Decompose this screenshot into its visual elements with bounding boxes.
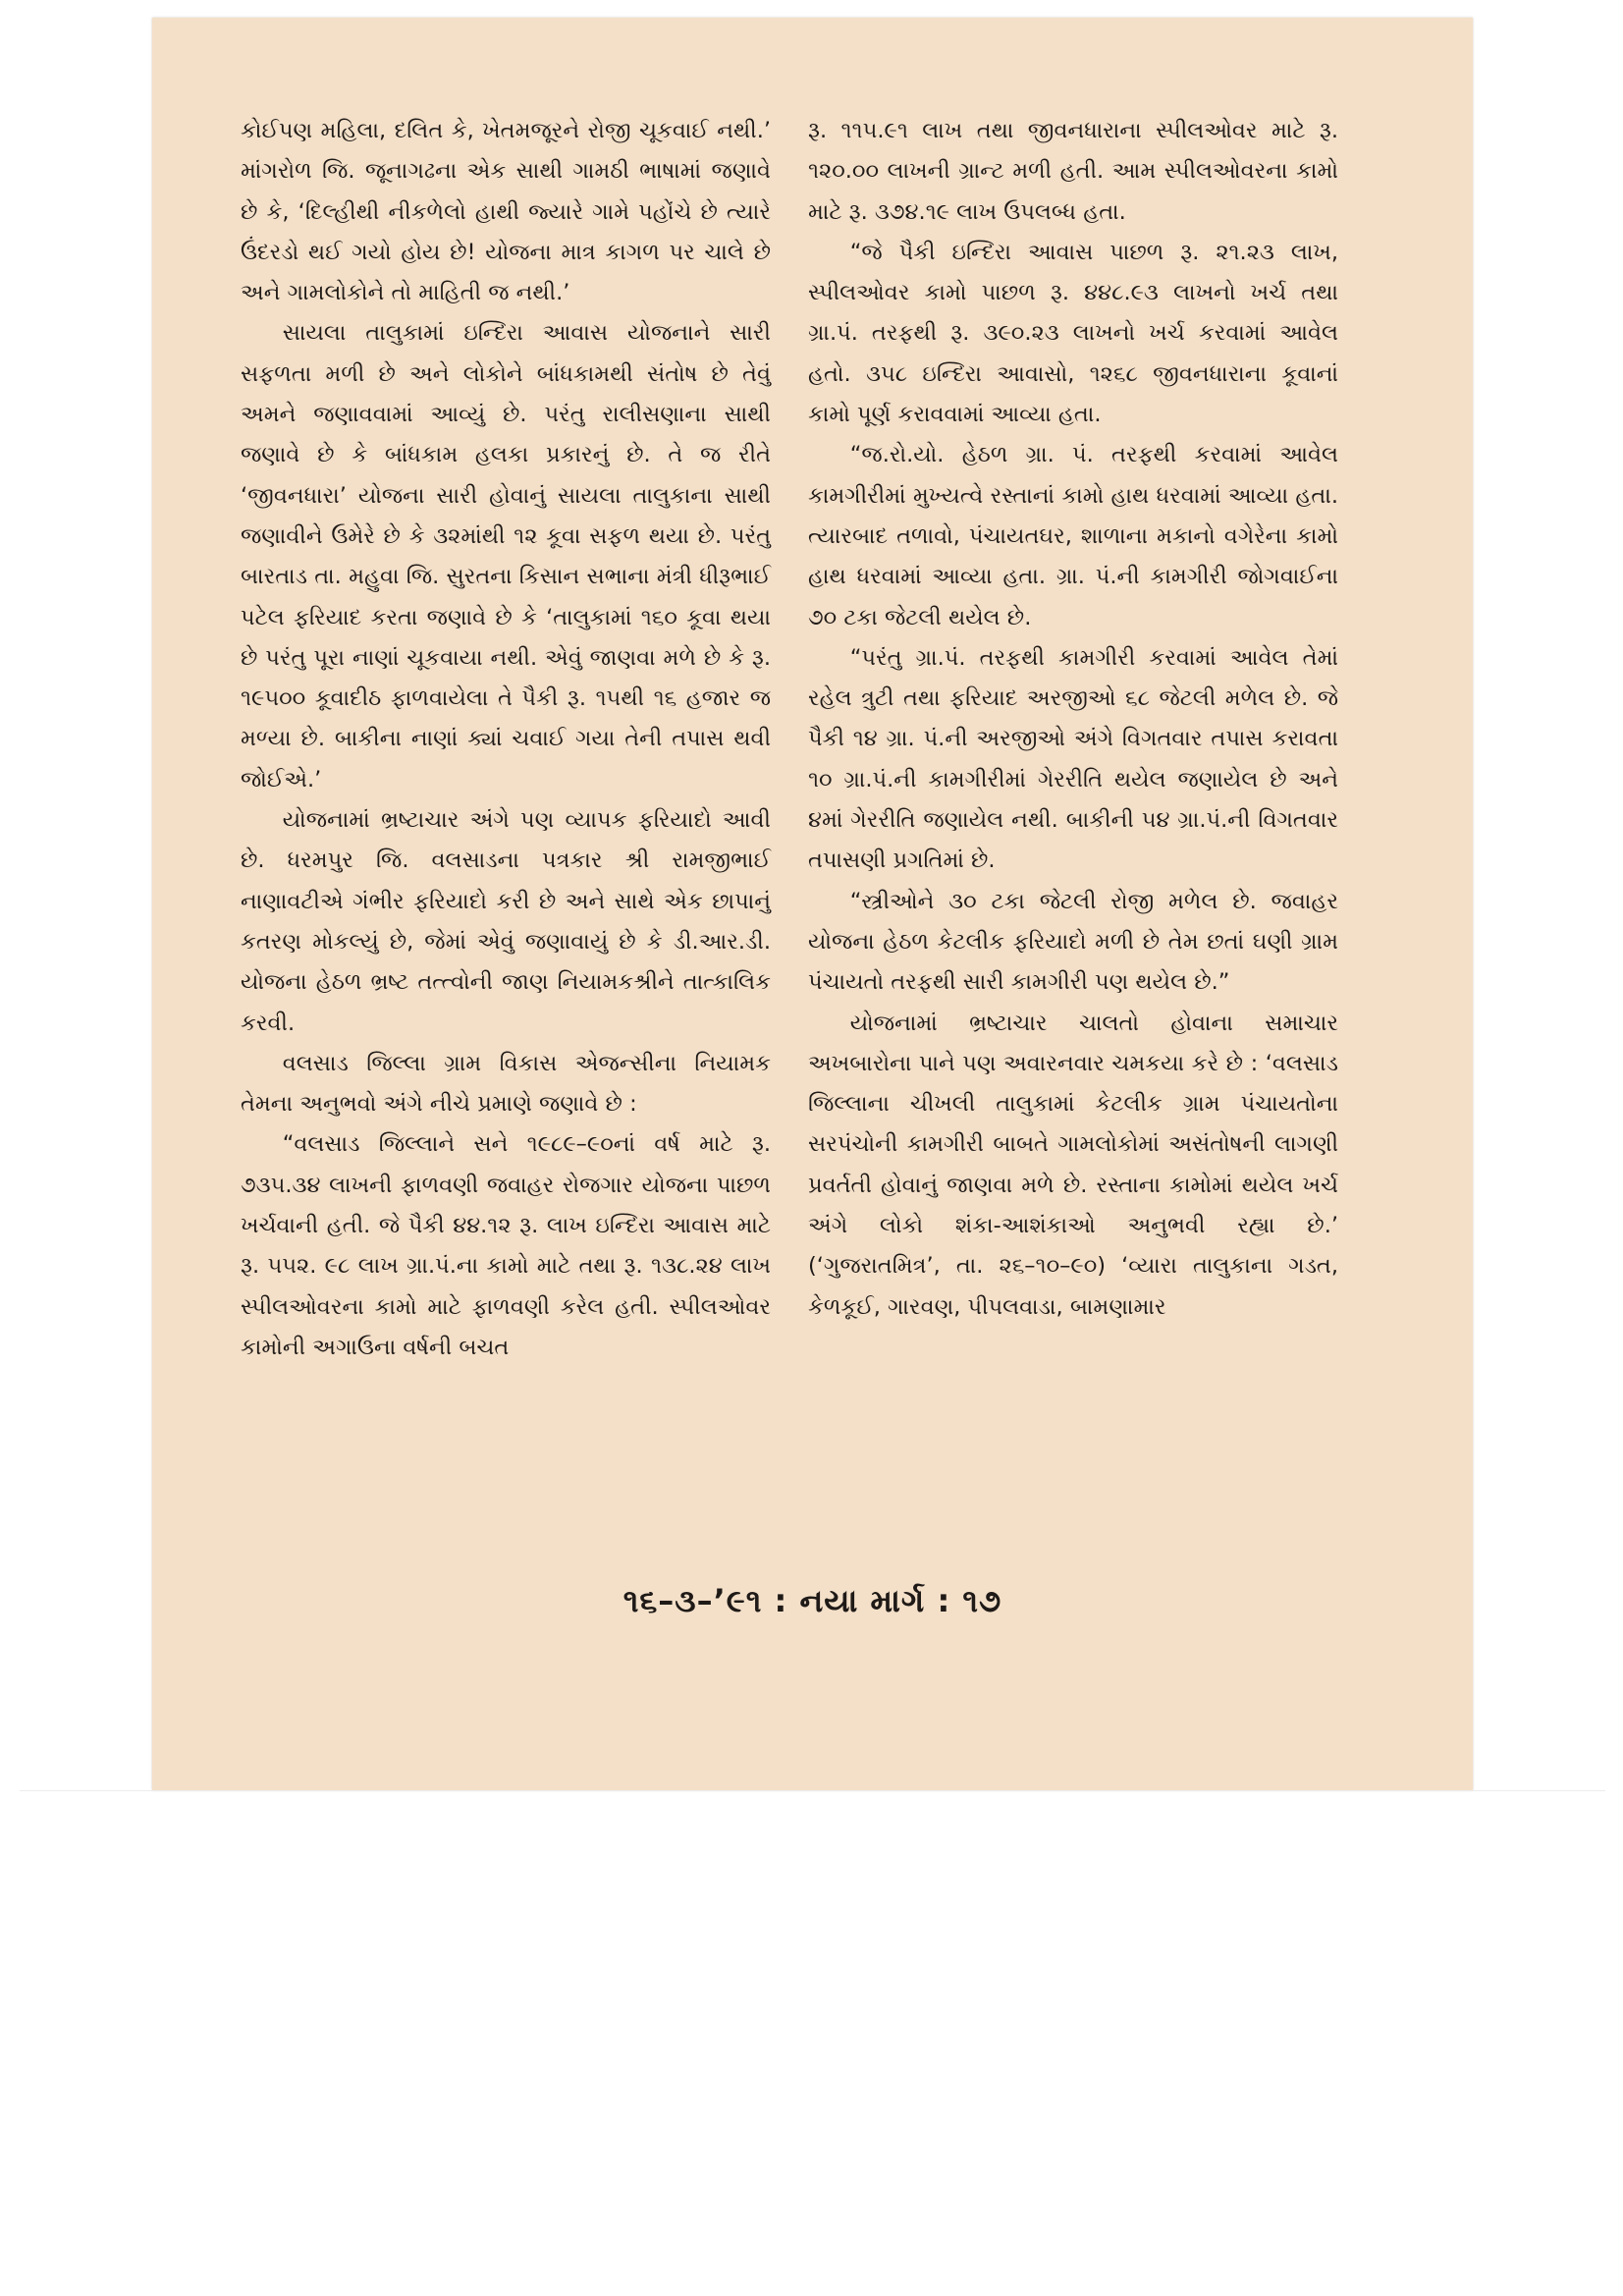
- left-paragraph-4: વલસાડ જિલ્લા ગ્રામ વિકાસ એજન્સીના નિયામક તેમના અનુભવો અંગે નીચે પ્રમાણે જણાવે છે :: [241, 1050, 771, 1118]
- right-paragraph-3: “જ.રો.યો. હેઠળ ગ્રા. પં. તરફથી કરવામાં આવેલ કામગીરીમાં મુખ્યત્વે રસ્તાનાં કામો હાથ ધરવામાં આવ્યા હતા. ત્યારબાદ તળાવો, પંચાયતઘર, શાળાના મકાનો વગેરેના કામો હાથ ધરવામાં આવ્યા હતા. ગ્રા. પં.ની કામગીરી જોગવાઈના ૭૦ ટકા જેટલી થયેલ છે.: [808, 442, 1338, 630]
- magazine-page: [152, 18, 1473, 1790]
- left-paragraph-2: સાયલા તાલુકામાં ઇન્દિરા આવાસ યોજનાને સારી સફળતા મળી છે અને લોકોને બાંધકામથી સંતોષ છે તેવું અમને જણાવવામાં આવ્યું છે. પરંતુ રાલીસણાના સાથી જણાવે છે કે બાંધકામ હલકા પ્રકારનું છે. તે જ રીતે ‘જીવનધારા’ યોજના સારી હોવાનું સાયલા તાલુકાના સાથી જણાવીને ઉમેરે છે કે ૩૨માંથી ૧૨ કૂવા સફળ થયા છે. પરંતુ બારતાડ તા. મહુવા જિ. સુરતના કિસાન સભાના મંત્રી ધીરૂભાઈ પટેલ ફરિયાદ કરતા જણાવે છે કે ‘તાલુકામાં ૧૬૦ કૂવા થયા છે પરંતુ પૂરા નાણાં ચૂકવાયા નથી. એવું જાણવા મળે છે કે રૂ. ૧૯૫૦૦ કૂવાદીઠ ફાળવાયેલા તે પૈકી રૂ. ૧૫થી ૧૬ હજાર જ મળ્યા છે. બાકીના નાણાં ક્યાં ચવાઈ ગયા તેની તપાસ થવી જોઈએ.’: [241, 320, 771, 793]
- scan-edge-divider: [20, 1790, 1605, 1791]
- left-text-column: [241, 111, 771, 1368]
- right-paragraph-2: “જે પૈકી ઇન્દિરા આવાસ પાછળ રૂ. ૨૧.૨૩ લાખ, સ્પીલઓવર કામો પાછળ રૂ. ૪૪૮.૯૩ લાખનો ખર્ચ તથા ગ્રા.પં. તરફથી રૂ. ૩૯૦.૨૩ લાખનો ખર્ચ કરવામાં આવેલ હતો. ૩૫૮ ઇન્દિરા આવાસો, ૧૨૬૮ જીવનધારાના કૂવાનાં કામો પૂર્ણ કરાવવામાં આવ્યા હતા.: [808, 239, 1338, 428]
- left-paragraph-5: “વલસાડ જિલ્લાને સને ૧૯૮૯–૯૦નાં વર્ષ માટે રૂ. ૭૩૫.૩૪ લાખની ફાળવણી જવાહર રોજગાર યોજના પાછળ ખર્ચવાની હતી. જે પૈકી ૪૪.૧૨ રૂ. લાખ ઇન્દિરા આવાસ માટે રૂ. ૫૫૨. ૯૮ લાખ ગ્રા.પં.ના કામો માટે તથા રૂ. ૧૩૮.૨૪ લાખ સ્પીલઓવરના કામો માટે ફાળવણી કરેલ હતી. સ્પીલઓવર કામોની અગાઉના વર્ષની બચત: [241, 1131, 771, 1360]
- footer-separator: :: [937, 1582, 951, 1619]
- footer-page-number: ૧૭: [962, 1582, 1002, 1619]
- footer-date: ૧૬–૩–’૯૧: [622, 1582, 763, 1619]
- footer-separator: :: [774, 1582, 788, 1619]
- left-paragraph-1: કોઈપણ મહિલા, દલિત કે, ખેતમજૂરને રોજી ચૂકવાઈ નથી.’ માંગરોળ જિ. જૂનાગઢના એક સાથી ગામઠી ભાષામાં જણાવે છે કે, ‘દિલ્હીથી નીકળેલો હાથી જ્યારે ગામે પહોંચે છે ત્યારે ઉંદરડો થઈ ગયો હોય છે! યોજના માત્ર કાગળ પર ચાલે છે અને ગામલોકોને તો માહિતી જ નથી.’: [241, 118, 771, 306]
- left-paragraph-3: યોજનામાં ભ્રષ્ટાચાર અંગે પણ વ્યાપક ફરિયાદો આવી છે. ધરમપુર જિ. વલસાડના પત્રકાર શ્રી રામજીભાઈ નાણાવટીએ ગંભીર ફરિયાદો કરી છે અને સાથે એક છાપાનું કતરણ મોકલ્યું છે, જેમાં એવું જણાવાયું છે કે ડી.આર.ડી. યોજના હેઠળ ભ્રષ્ટ તત્ત્વોની જાણ નિયામકશ્રીને તાત્કાલિક કરવી.: [241, 807, 771, 1036]
- right-paragraph-1: રૂ. ૧૧૫.૯૧ લાખ તથા જીવનધારાના સ્પીલઓવર માટે રૂ. ૧૨૦.૦૦ લાખની ગ્રાન્ટ મળી હતી. આમ સ્પીલઓવરના કામો માટે રૂ. ૩૭૪.૧૯ લાખ ઉપલબ્ધ હતા.: [808, 118, 1338, 225]
- page-footer: [152, 1582, 1473, 1620]
- right-paragraph-5: “સ્ત્રીઓને ૩૦ ટકા જેટલી રોજી મળેલ છે. જવાહર યોજના હેઠળ કેટલીક ફરિયાદો મળી છે તેમ છતાં ઘણી ગ્રામ પંચાયતો તરફથી સારી કામગીરી પણ થયેલ છે.”: [808, 888, 1338, 996]
- footer-publication-name: નયા માર્ગ: [799, 1582, 926, 1619]
- right-paragraph-6: યોજનામાં ભ્રષ્ટાચાર ચાલતો હોવાના સમાચાર અખબારોના પાને પણ અવારનવાર ચમકયા કરે છે : ‘વલસાડ જિલ્લાના ચીખલી તાલુકામાં કેટલીક ગ્રામ પંચાયતોના સરપંચોની કામગીરી બાબતે ગામલોકોમાં અસંતોષની લાગણી પ્રવર્તતી હોવાનું જાણવા મળે છે. રસ્તાના કામોમાં થયેલ ખર્ચ અંગે લોકો શંકા-આશંકાઓ અનુભવી રહ્યા છે.’ (‘ગુજરાતમિત્ર’, તા. ૨૬–૧૦–૯૦) ‘વ્યારા તાલુકાના ગડત, કેળકૂઈ, ગારવણ, પીપલવાડા, બામણામાર: [808, 1010, 1338, 1320]
- right-text-column: [808, 111, 1338, 1328]
- right-paragraph-4: “પરંતુ ગ્રા.પં. તરફથી કામગીરી કરવામાં આવેલ તેમાં રહેલ ત્રુટી તથા ફરિયાદ અરજીઓ ૬૮ જેટલી મળેલ છે. જે પૈકી ૧૪ ગ્રા. પં.ની અરજીઓ અંગે વિગતવાર તપાસ કરાવતા ૧૦ ગ્રા.પં.ની કામગીરીમાં ગેરરીતિ થયેલ જણાયેલ છે અને ૪માં ગેરરીતિ જણાયેલ નથી. બાકીની ૫૪ ગ્રા.પં.ની વિગતવાર તપાસણી પ્રગતિમાં છે.: [808, 644, 1338, 874]
